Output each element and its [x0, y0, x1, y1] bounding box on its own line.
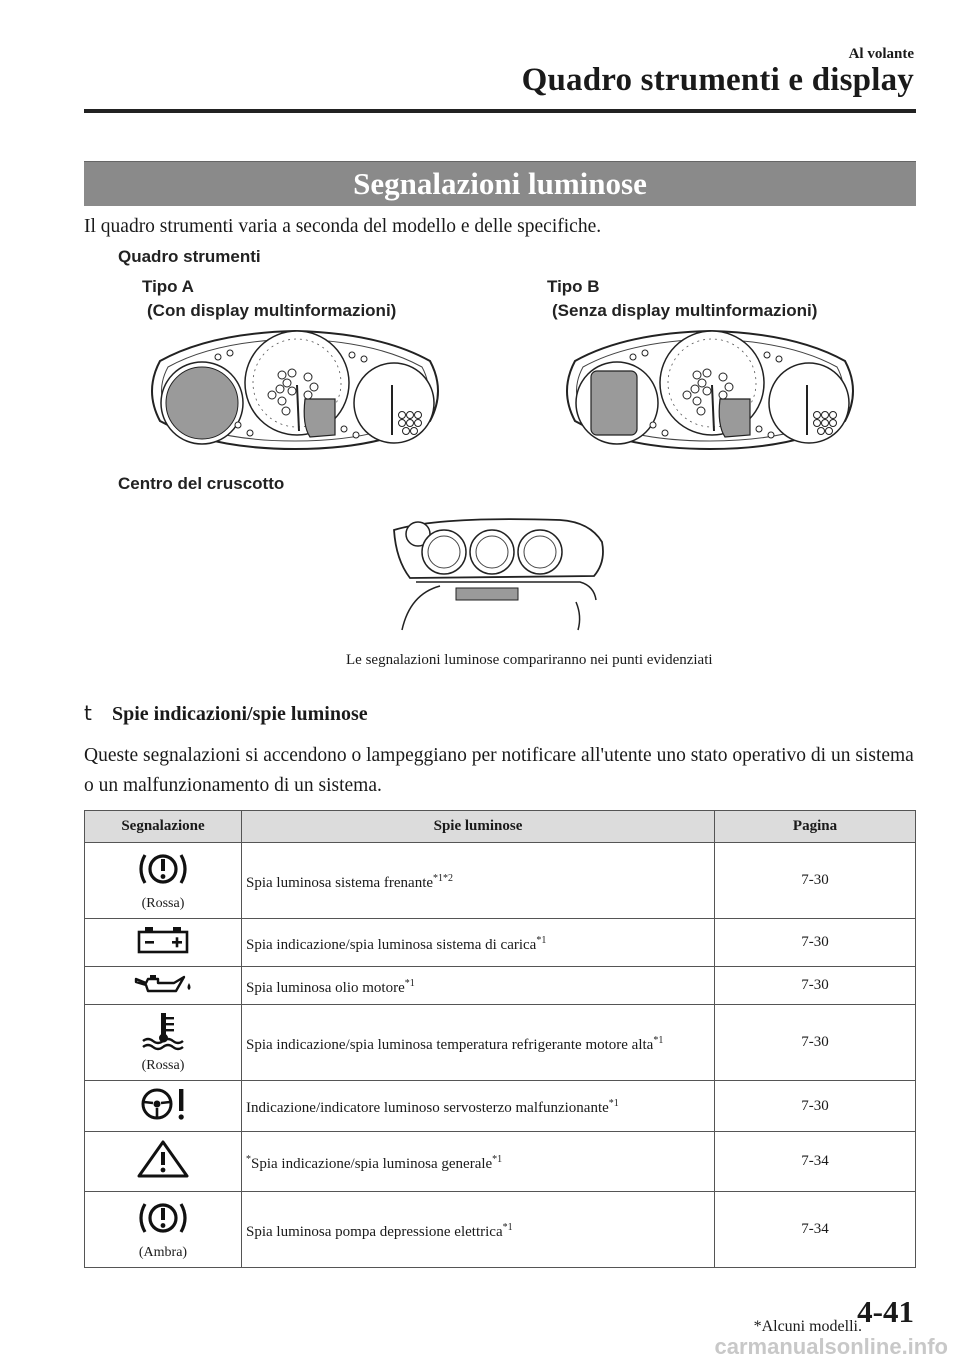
header-rule — [84, 109, 916, 113]
light-name: Spia indicazione/spia luminosa sistema di carica — [246, 936, 537, 953]
page-cell: 7-30 — [715, 919, 916, 967]
prefix-mark: * — [246, 1153, 251, 1165]
page-cell: 7-34 — [715, 1192, 916, 1268]
page-cell: 7-30 — [715, 843, 916, 919]
signal-cell — [85, 919, 242, 967]
header-pagina: Pagina — [715, 811, 916, 843]
dash-label: Centro del cruscotto — [118, 474, 285, 493]
table-row — [85, 919, 916, 967]
table-row — [85, 967, 916, 1005]
signal-cell — [85, 1192, 242, 1268]
subsection-heading — [84, 701, 368, 726]
footnote: *Alcuni modelli. — [753, 1318, 862, 1335]
type-b-title: Tipo B — [547, 277, 600, 296]
subsection-title: Spie indicazioni/spie luminose — [112, 703, 368, 725]
intro-text: Il quadro strumenti varia a seconda del modello e delle specifiche. — [84, 216, 602, 237]
vacuum-pump-icon — [135, 1198, 191, 1238]
footnote-ref: *1 — [404, 977, 415, 989]
table-row — [85, 1192, 916, 1268]
signal-cell — [85, 1005, 242, 1081]
description-cell — [242, 967, 715, 1005]
table-row — [85, 1132, 916, 1192]
description-cell — [242, 1192, 715, 1268]
section-title: Quadro strumenti e display — [521, 62, 914, 98]
general-warning-icon — [135, 1139, 191, 1179]
type-b-subtitle: (Senza display multinformazioni) — [552, 301, 818, 320]
description-paragraph: Queste segnalazioni si accendono o lampeggiano per notificare all'utente uno stato operativo di un sistema o un malfunzionamento di un sistema. — [84, 745, 914, 796]
signal-cell — [85, 1081, 242, 1132]
table-row — [85, 1081, 916, 1132]
description-cell — [242, 1005, 715, 1081]
table-row — [85, 843, 916, 919]
oil-can-icon — [132, 971, 194, 995]
signal-cell — [85, 1132, 242, 1192]
light-name: Spia indicazione/spia luminosa temperatura refrigerante motore alta — [246, 1036, 654, 1053]
coolant-temperature-icon — [135, 1011, 191, 1051]
brake-warning-icon — [135, 849, 191, 889]
footnote-ref: *1 — [653, 1034, 664, 1046]
page-cell: 7-34 — [715, 1132, 916, 1192]
figure-caption: Le segnalazioni luminose compariranno nei punti evidenziati — [346, 652, 713, 668]
table-row — [85, 1005, 916, 1081]
type-a-subtitle: (Con display multinformazioni) — [147, 301, 397, 320]
footnote-ref: *1 — [492, 1153, 503, 1165]
page-cell: 7-30 — [715, 1081, 916, 1132]
section-banner: Segnalazioni luminose — [84, 161, 916, 206]
signal-color-label: (Ambra) — [138, 1245, 188, 1260]
cluster-label: Quadro strumenti — [118, 247, 261, 266]
light-name: Spia luminosa pompa depressione elettrica — [246, 1223, 503, 1240]
description-cell — [242, 1132, 715, 1192]
cluster-type-a-illustration — [140, 325, 450, 455]
chapter-title: Al volante — [848, 46, 914, 62]
signal-cell — [85, 843, 242, 919]
description-cell — [242, 843, 715, 919]
warning-lights-table — [84, 810, 916, 1268]
signal-cell — [85, 967, 242, 1005]
description-cell — [242, 919, 715, 967]
watermark: carmanualsonline.info — [714, 1334, 948, 1359]
light-name: Spia luminosa sistema frenante — [246, 874, 434, 891]
description-cell — [242, 1081, 715, 1132]
footnote-ref: *1 — [608, 1098, 619, 1109]
footnote-ref: *1*2 — [433, 872, 454, 884]
cluster-type-b-illustration — [555, 325, 865, 455]
light-name: Spia luminosa olio motore — [246, 979, 405, 996]
footnote-ref: *1 — [536, 934, 547, 946]
header-segnalazione: Segnalazione — [85, 811, 242, 843]
page-number: 4-41 — [857, 1294, 914, 1329]
power-steering-icon — [135, 1086, 191, 1122]
page-cell: 7-30 — [715, 967, 916, 1005]
bullet-mark: t — [84, 701, 92, 725]
footnote-ref: *1 — [502, 1221, 513, 1233]
light-name: Spia indicazione/spia luminosa generale — [251, 1155, 493, 1172]
table-header-row — [85, 811, 916, 843]
dashboard-center-illustration — [380, 512, 610, 634]
battery-icon — [135, 926, 191, 954]
signal-color-label: (Rossa) — [141, 1058, 185, 1073]
signal-color-label: (Rossa) — [141, 896, 185, 911]
header-spie-luminose: Spie luminose — [242, 811, 715, 843]
page-cell: 7-30 — [715, 1005, 916, 1081]
type-a-title: Tipo A — [142, 277, 194, 296]
light-name: Indicazione/indicatore luminoso servosterzo malfunzionante — [246, 1100, 609, 1116]
